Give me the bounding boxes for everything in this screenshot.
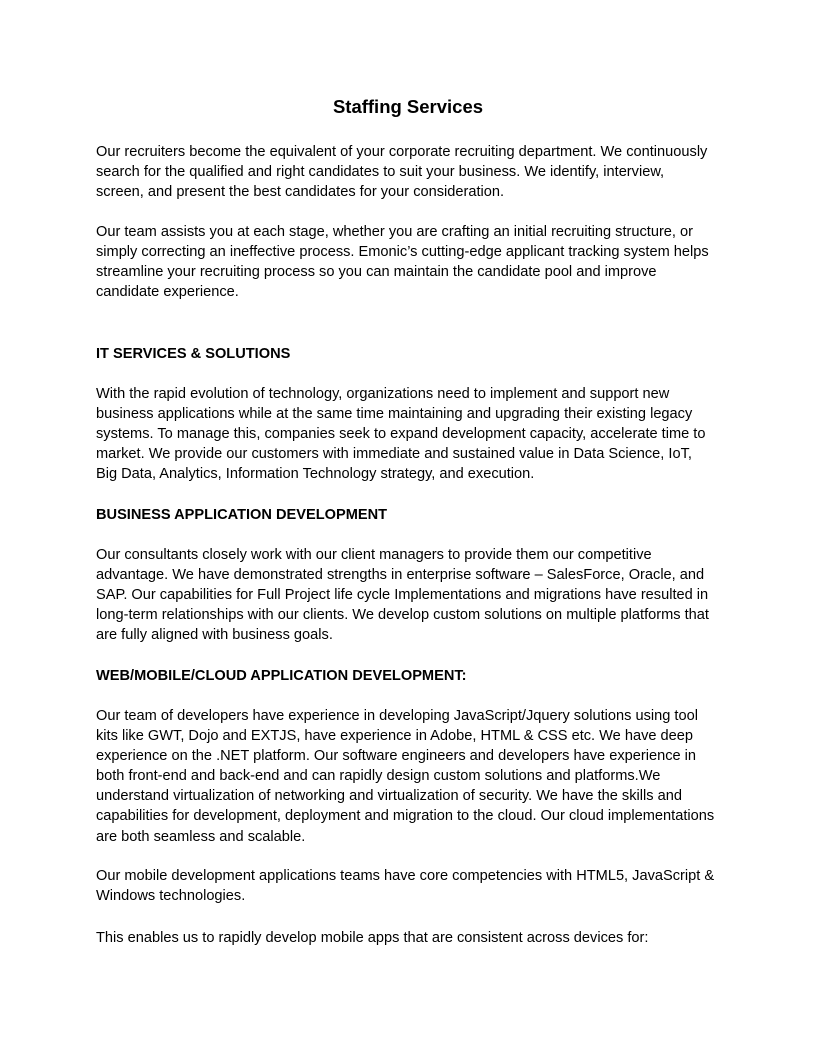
it-services-paragraph [96,384,720,484]
text-line: Our team of developers have experience in developing JavaScript/Jquery solutions using tool [96,708,698,724]
text-line: market. We provide our customers with immediate and sustained value in Data Science, IoT, [96,446,692,463]
closing-paragraph [96,928,720,948]
text-line: screen, and present the best candidates for your consideration. [96,184,505,201]
text-line: Our recruiters become the equivalent of your corporate recruiting department. We continuously [96,144,708,160]
text-line: Windows technologies. [96,888,246,905]
text-line: understand virtualization of networking and virtualization of security. We have the skills and [96,788,682,805]
text-line: Our mobile development applications teams have core competencies with HTML5, JavaScript & [96,868,715,884]
text-line: Our team assists you at each stage, whether you are crafting an initial recruiting structure, or [96,224,694,240]
text-line: With the rapid evolution of technology, organizations need to implement and support new [96,386,670,402]
text-line: advantage. We have demonstrated strengths in enterprise software – SalesForce, Oracle, and [96,567,705,584]
intro-paragraph-2 [96,222,720,302]
text-line: long-term relationships with our clients. We develop custom solutions on multiple platforms that [96,607,709,624]
mobile-paragraph [96,866,720,906]
text-line: streamline your recruiting process so you can maintain the candidate pool and improve [96,264,657,281]
text-line: experience on the .NET platform. Our software engineers and developers have experience in [96,748,697,765]
text-line: business applications while at the same time maintaining and upgrading their existing legacy [96,406,693,423]
text-line: both front-end and back-end and can rapidly design custom solutions and platforms.We [96,768,661,785]
intro-paragraph-1 [96,142,720,202]
text-line: are fully aligned with business goals. [96,627,333,644]
business-app-heading: BUSINESS APPLICATION DEVELOPMENT [96,507,388,523]
text-line: Big Data, Analytics, Information Technology strategy, and execution. [96,466,535,483]
web-mobile-cloud-paragraph [96,706,720,847]
web-mobile-cloud-heading: WEB/MOBILE/CLOUD APPLICATION DEVELOPMENT: [96,668,467,684]
text-line: simply correcting an ineffective process. Emonic’s cutting-edge applicant tracking system helps [96,244,709,261]
text-line: search for the qualified and right candidates to suit your business. We identify, interview, [96,164,665,181]
text-line: kits like GWT, Dojo and EXTJS, have experience in Adobe, HTML & CSS etc. We have deep [96,728,694,745]
text-line: SAP. Our capabilities for Full Project life cycle Implementations and migrations have resulted in [96,587,709,604]
text-line: This enables us to rapidly develop mobile apps that are consistent across devices for: [96,930,649,946]
business-app-paragraph [96,545,720,645]
text-line: systems. To manage this, companies seek to expand development capacity, accelerate time to [96,426,706,443]
text-line: capabilities for development, deployment and migration to the cloud. Our cloud implementations [96,808,715,825]
it-services-heading: IT SERVICES & SOLUTIONS [96,346,291,362]
text-line: are both seamless and scalable. [96,828,306,845]
page-title: Staffing Services [332,96,484,117]
text-line: candidate experience. [96,284,239,301]
text-line: Our consultants closely work with our client managers to provide them our competitive [96,547,652,563]
